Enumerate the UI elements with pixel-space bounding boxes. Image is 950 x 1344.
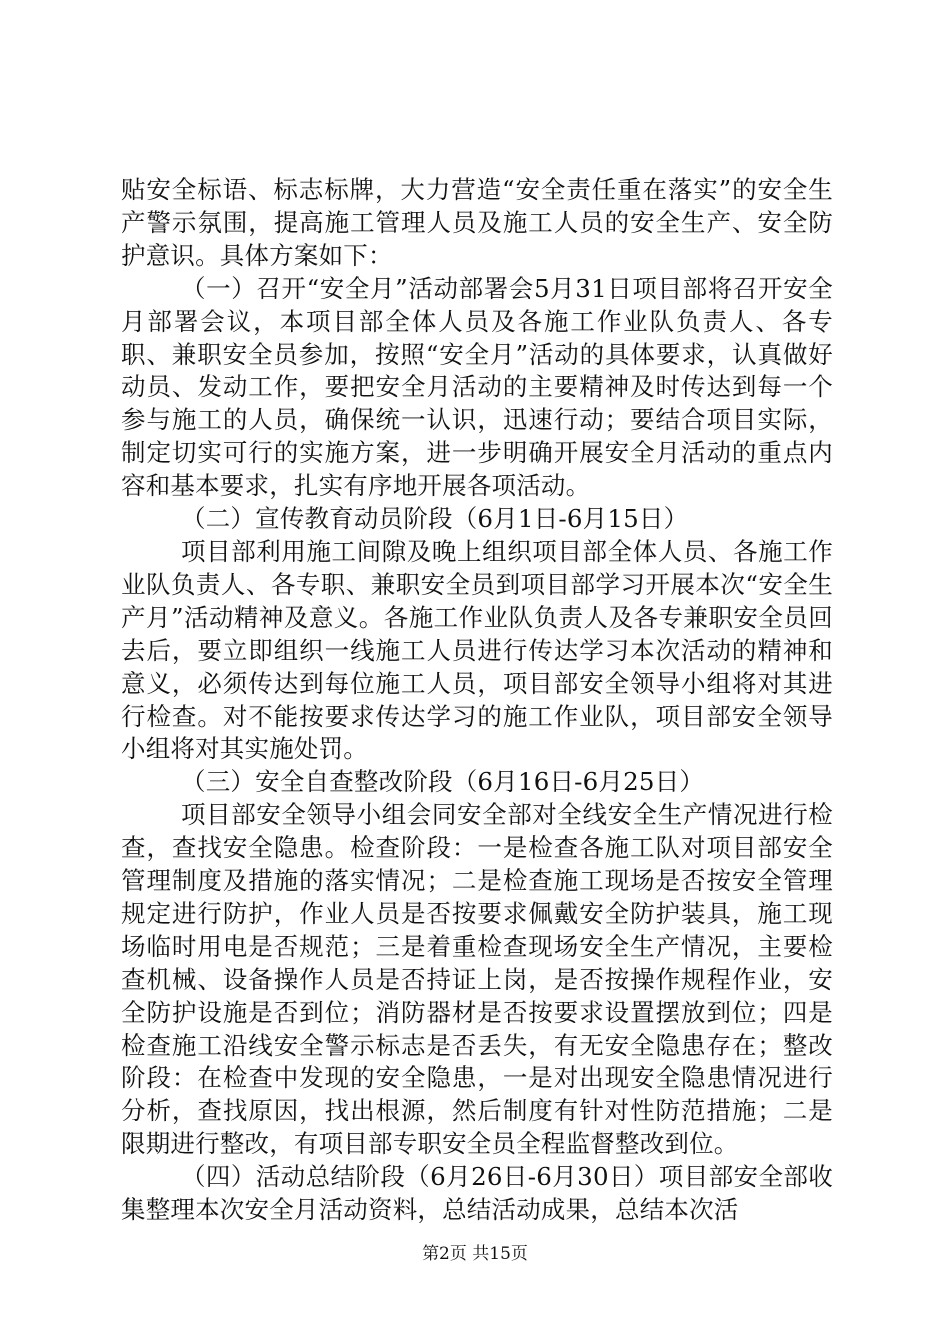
heading-section-3: （三）安全自查整改阶段（6月16日-6月25日） <box>181 767 705 797</box>
heading-section-2: （二）宣传教育动员阶段（6月1日-6月15日） <box>181 504 689 534</box>
paragraph-section-2-body: 项目部利用施工间隙及晚上组织项目部全体人员、各施工作业队负责人、各专职、兼职安全员到项目部学习开展本次“安全生产月”活动精神及意义。各施工作业队负责人及各专兼职安全员回去后，要立即组织一线施工人员进行传达学习本次活动的精神和意义，必须传达到每位施工人员，项目部安全领导小组将对其进行检查。对不能按要求传达学习的施工作业队，项目部安全领导小组将对其实施处罚。 <box>121 536 833 764</box>
paragraph-section-4: （四）活动总结阶段（6月26日-6月30日）项目部安全部收集整理本次安全月活动资料，总结活动成果，总结本次活 <box>121 1162 833 1225</box>
page-number-label: 第2页 共15页 <box>422 1244 528 1264</box>
page-footer <box>0 1243 950 1265</box>
paragraph-section-1: （一）召开“安全月”活动部署会5月31日项目部将召开安全月部署会议，本项目部全体人员及各施工作业队负责人、各专职、兼职安全员参加，按照“安全月”活动的具体要求，认真做好动员、发动工作，要把安全月活动的主要精神及时传达到每一个参与施工的人员，确保统一认识，迅速行动；要结合项目实际，制定切实可行的实施方案，进一步明确开展安全月活动的重点内容和基本要求，扎实有序地开展各项活动。 <box>121 273 833 501</box>
paragraph-section-3-body: 项目部安全领导小组会同安全部对全线安全生产情况进行检查，查找安全隐患。检查阶段：一是检查各施工队对项目部安全管理制度及措施的落实情况；二是检查施工现场是否按安全管理规定进行防护，作业人员是否按要求佩戴安全防护装具，施工现场临时用电是否规范；三是着重检查现场安全生产情况，主要检查机械、设备操作人员是否持证上岗，是否按操作规程作业，安全防护设施是否到位；消防器材是否按要求设置摆放到位；四是检查施工沿线安全警示标志是否丢失，有无安全隐患存在；整改阶段：在检查中发现的安全隐患，一是对出现安全隐患情况进行分析，查找原因，找出根源，然后制度有针对性防范措施；二是限期进行整改，有项目部专职安全员全程监督整改到位。 <box>121 800 833 1159</box>
paragraph-intro: 贴安全标语、标志标牌，大力营造“安全责任重在落实”的安全生产警示氛围，提高施工管理人员及施工人员的安全生产、安全防护意识。具体方案如下： <box>121 175 833 270</box>
document-body <box>121 174 833 1227</box>
